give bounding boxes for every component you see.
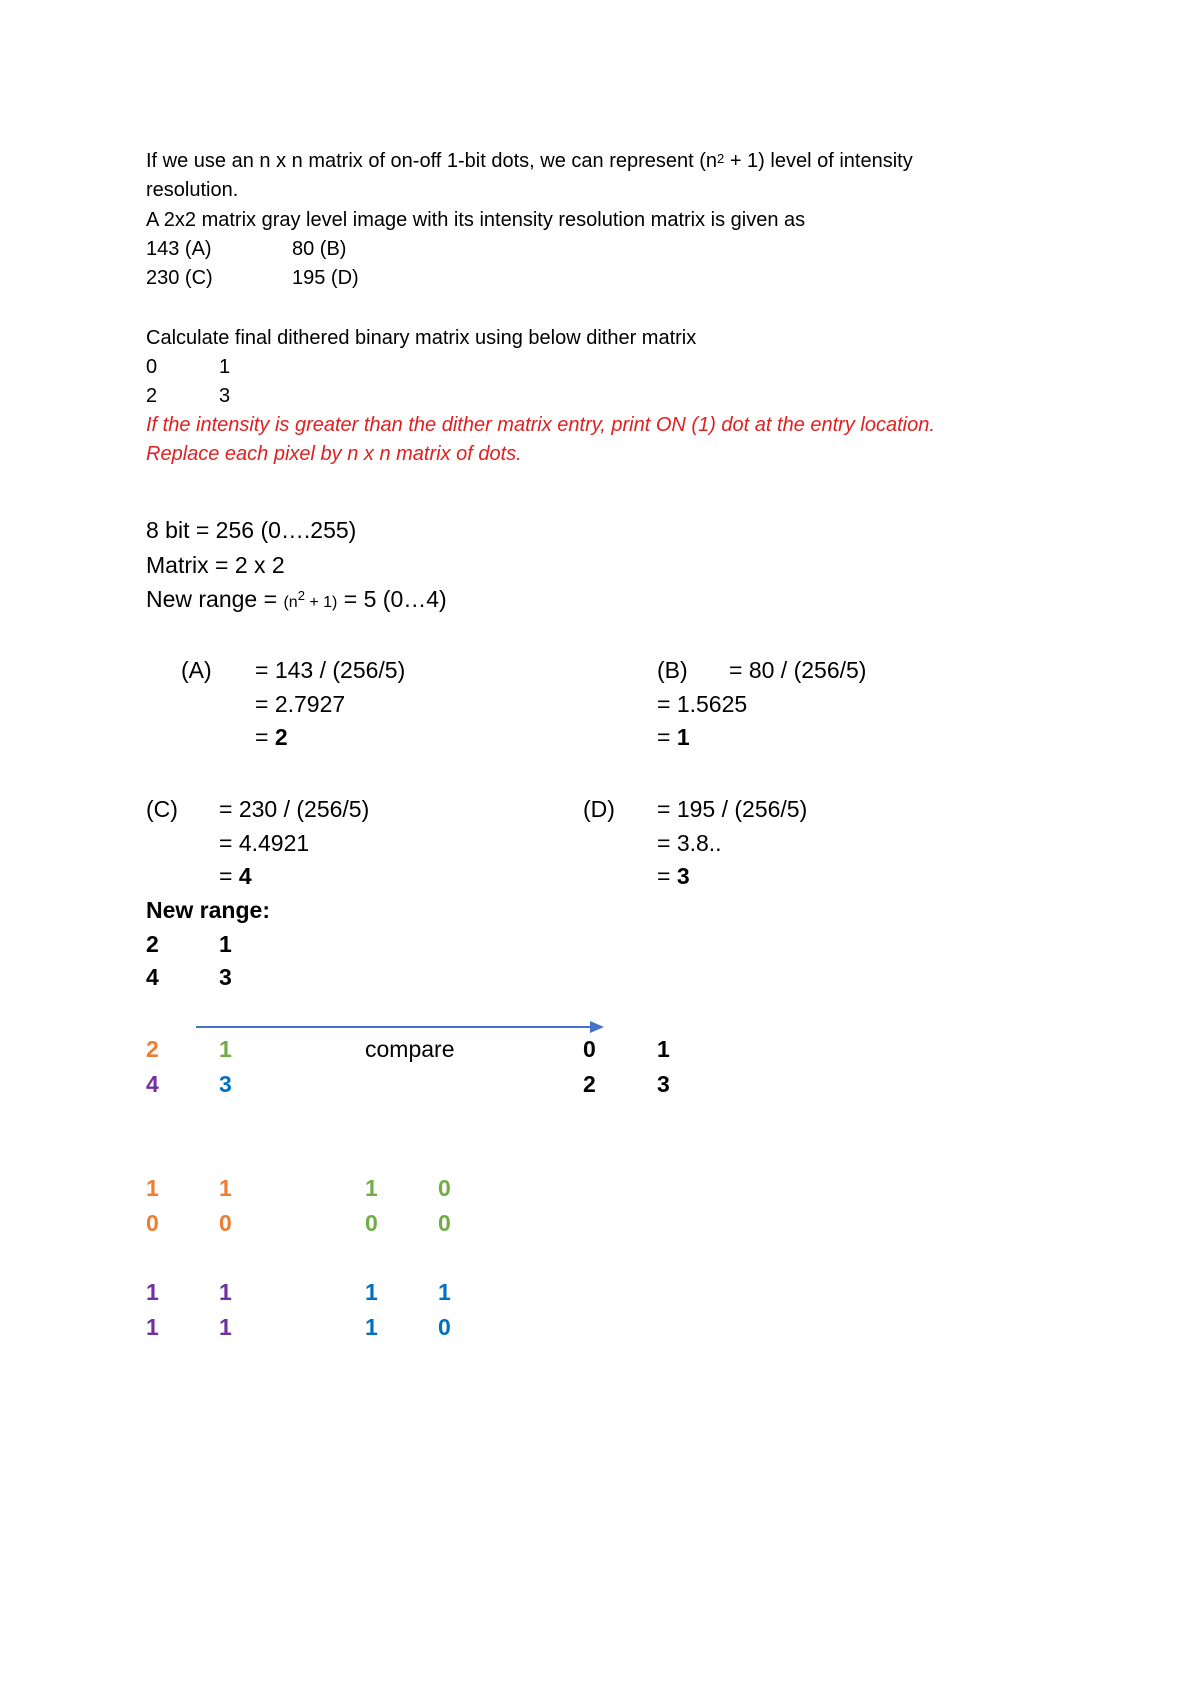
step-a-line-2: = 2.7927 [255,691,346,717]
new-range-cell-1-1: 3 [219,964,232,990]
compare-word: compare [365,1036,455,1062]
step-c-line-1: = 230 / (256/5) [219,796,370,822]
step-a-line-1: = 143 / (256/5) [255,657,406,683]
step-b-line-2: = 1.5625 [657,691,748,717]
result-c-0-1: 1 [219,1279,232,1305]
result-a-1-0: 0 [146,1210,159,1236]
dither-cell-1-1: 3 [219,385,231,407]
compare-left-1-0: 4 [146,1071,159,1097]
compare-right-1-0: 2 [583,1071,596,1097]
image-matrix-a: 143 (A) [146,238,212,260]
compare-right-0-1: 1 [657,1036,670,1062]
step-d-label: (D) [583,796,615,822]
image-matrix-d: 195 (D) [292,267,359,289]
intro-line-1-part-b: + 1) level of intensity [724,150,913,172]
intro-line-2: resolution. [146,179,239,201]
step-d-line-2: = 3.8.. [657,830,722,856]
new-range-value: = 5 (0…4) [337,586,447,612]
compare-left-0-0: 2 [146,1036,159,1062]
result-b-1-0: 0 [365,1210,378,1236]
step-b-result: 1 [676,724,690,750]
step-b-line-3: = 1 [657,724,690,750]
step-d-line-1: = 195 / (256/5) [657,796,808,822]
result-d-0-1: 1 [438,1279,451,1305]
dither-heading: Calculate final dithered binary matrix using below dither matrix [146,327,697,349]
step-c-line-2: = 4.4921 [219,830,310,856]
compare-left-0-1: 1 [219,1036,232,1062]
new-range-cell-0-1: 1 [219,931,232,957]
intro-line-3: A 2x2 matrix gray level image with its intensity resolution matrix is given as [146,209,806,231]
step-b-label: (B) [657,657,688,683]
step-a-label: (A) [181,657,212,683]
superscript-2: 2 [717,151,725,166]
step-c-label: (C) [146,796,178,822]
dither-cell-1-0: 2 [146,385,158,407]
result-c-1-0: 1 [146,1314,159,1340]
bits-line: 8 bit = 256 (0….255) [146,517,357,543]
result-b-0-0: 1 [365,1175,378,1201]
new-range-line [146,583,447,619]
result-d-1-1: 0 [438,1314,451,1340]
compare-right-1-1: 3 [657,1071,670,1097]
intro-line-1 [146,147,913,176]
intro-line-1-part-a: If we use an n x n matrix of on-off 1-bit dots, we can represent (n [146,150,718,172]
step-c-line-3: = 4 [219,863,252,889]
dither-rule-2: Replace each pixel by n x n matrix of dots. [146,443,522,465]
dither-cell-0-0: 0 [146,356,158,378]
matrix-line: Matrix = 2 x 2 [146,552,285,578]
image-matrix-c: 230 (C) [146,267,213,289]
dither-rule-1: If the intensity is greater than the dither matrix entry, print ON (1) dot at the entry location. [146,414,935,436]
new-range-cell-0-0: 2 [146,931,159,957]
result-a-0-1: 1 [219,1175,232,1201]
new-range-label: New range = [146,586,284,612]
new-range-cell-1-0: 4 [146,964,159,990]
step-b-line-1: = 80 / (256/5) [729,657,867,683]
result-b-0-1: 0 [438,1175,451,1201]
result-a-1-1: 0 [219,1210,232,1236]
step-a-line-3: = 2 [255,724,288,750]
dither-cell-0-1: 1 [219,356,231,378]
result-a-0-0: 1 [146,1175,159,1201]
superscript-2: 2 [297,588,305,603]
step-d-line-3: = 3 [657,863,690,889]
compare-left-1-1: 3 [219,1071,232,1097]
image-matrix-b: 80 (B) [292,238,347,260]
range-formula: $(n^2 + 1)$ [283,588,338,611]
result-d-0-0: 1 [365,1279,378,1305]
result-d-1-0: 1 [365,1314,378,1340]
new-range-heading: New range: [146,897,270,923]
result-c-0-0: 1 [146,1279,159,1305]
result-b-1-1: 0 [438,1210,451,1236]
step-c-result: 4 [238,863,252,889]
step-d-result: 3 [676,863,690,889]
compare-right-0-0: 0 [583,1036,596,1062]
step-a-result: 2 [274,724,288,750]
result-c-1-1: 1 [219,1314,232,1340]
